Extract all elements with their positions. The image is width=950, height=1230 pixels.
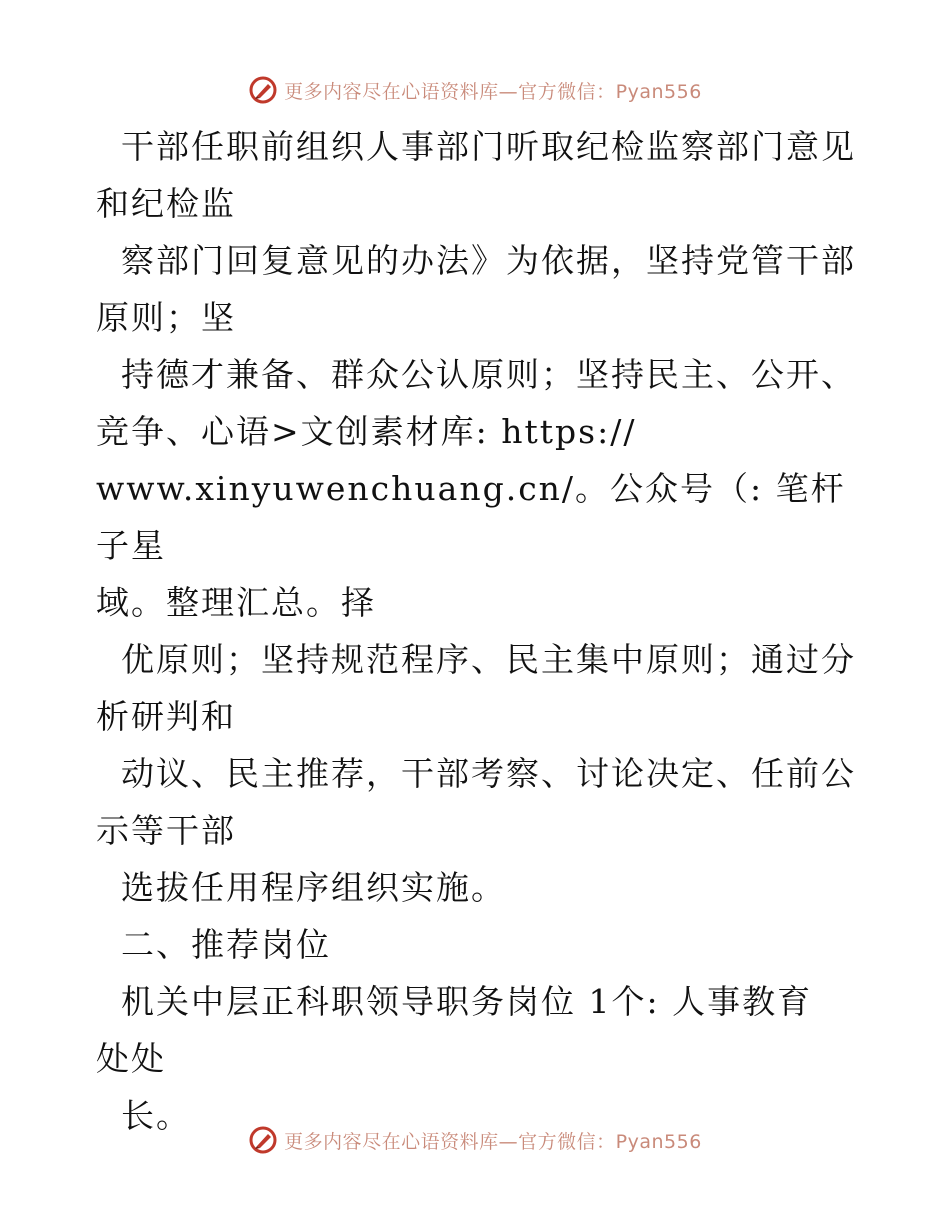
text-line: 处处 bbox=[96, 1039, 166, 1078]
text-line: 竞争、心语>文创素材库: https:// bbox=[96, 412, 637, 451]
footer-banner-text: 更多内容尽在心语资料库—官方微信：Pyan556 bbox=[284, 1130, 702, 1153]
text-line: 和纪检监 bbox=[96, 184, 236, 223]
pen-logo-icon bbox=[248, 75, 278, 105]
text-line: 察部门回复意见的办法》为依据，坚持党管干部 bbox=[96, 241, 856, 280]
text-line: 选拔任用程序组织实施。 bbox=[96, 868, 506, 907]
text-line: 机关中层正科职领导职务岗位 1个: 人事教育 bbox=[96, 982, 813, 1021]
text-line: 原则；坚 bbox=[96, 298, 236, 337]
text-line: 示等干部 bbox=[96, 811, 236, 850]
footer-banner bbox=[0, 1120, 950, 1160]
text-line: 持德才兼备、群众公认原则；坚持民主、公开、 bbox=[96, 355, 856, 394]
text-line: 长。 bbox=[96, 1096, 191, 1135]
header-banner-text: 更多内容尽在心语资料库—官方微信：Pyan556 bbox=[284, 80, 702, 103]
header-banner bbox=[0, 70, 950, 110]
document-body bbox=[96, 118, 856, 1144]
text-line: 干部任职前组织人事部门听取纪检监察部门意见 bbox=[96, 127, 856, 166]
text-line: 动议、民主推荐，干部考察、讨论决定、任前公 bbox=[96, 754, 856, 793]
text-line: 析研判和 bbox=[96, 697, 236, 736]
text-line: 优原则；坚持规范程序、民主集中原则；通过分 bbox=[96, 640, 856, 679]
pen-logo-icon bbox=[248, 1125, 278, 1155]
text-line: 域。整理汇总。择 bbox=[96, 583, 376, 622]
text-line: www.xinyuwenchuang.cn/。公众号（: 笔杆子星 bbox=[96, 469, 846, 565]
section-heading: 二、推荐岗位 bbox=[96, 925, 331, 964]
